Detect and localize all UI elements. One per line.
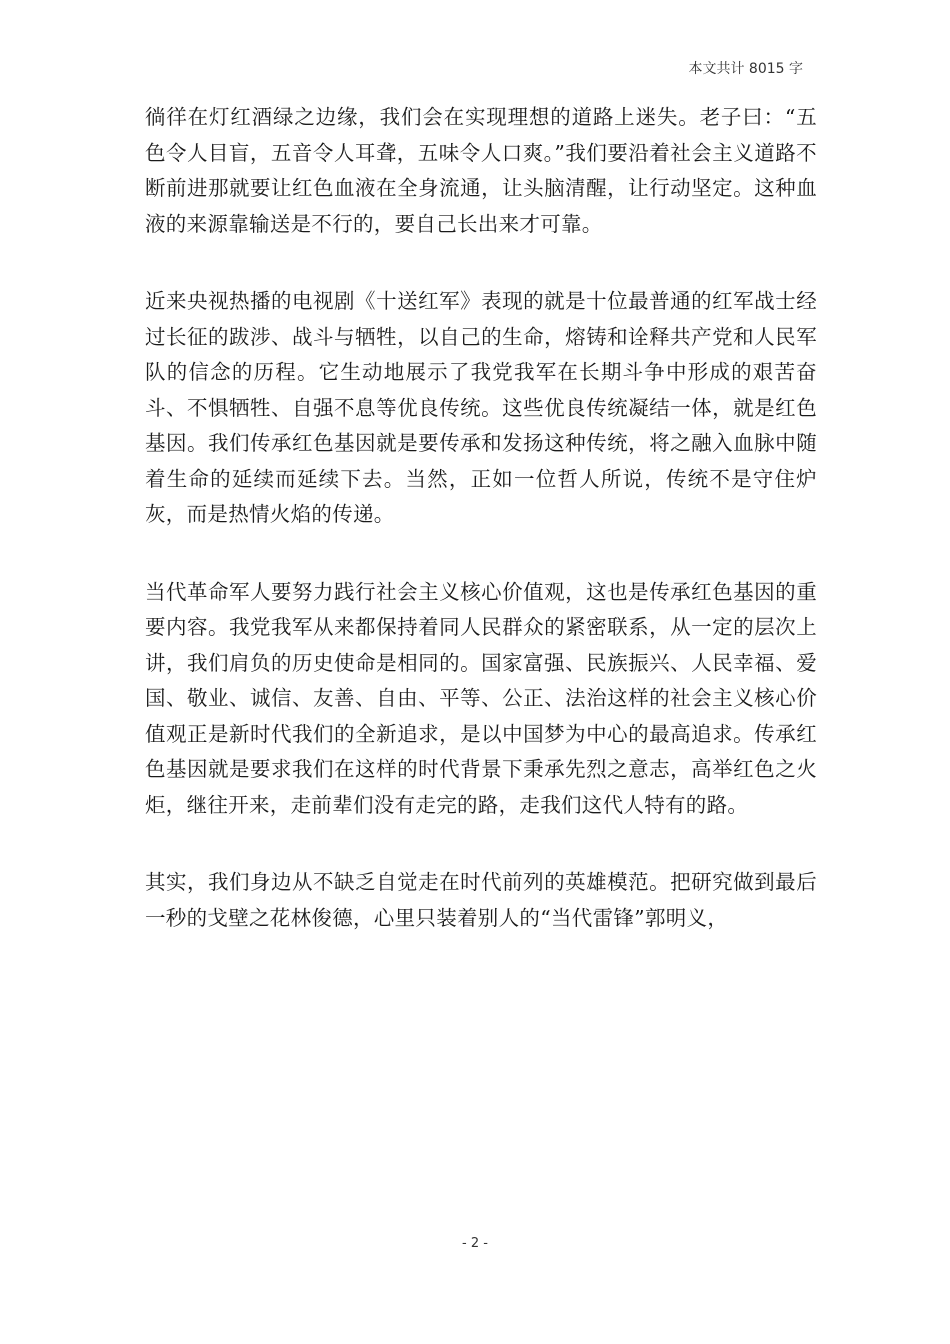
word-count-note: 本文共计 8015 字 <box>688 61 803 77</box>
document-body <box>145 100 817 978</box>
page-number: - 2 - <box>462 1236 488 1251</box>
paragraph-2: 近来央视热播的电视剧《十送红军》表现的就是十位最普通的红军战士经过长征的跋涉、战斗与牺牲，以自己的生命，熔铸和诠释共产党和人民军队的信念的历程。它生动地展示了我党我军在长期斗争中形成的艰苦奋斗、不惧牺牲、自强不息等优良传统。这些优良传统凝结一体，就是红色基因。我们传承红色基因就是要传承和发扬这种传统，将之融入血脉中随着生命的延续而延续下去。当然，正如一位哲人所说，传统不是守住炉灰，而是热情火焰的传递。 <box>145 289 817 526</box>
paragraph-3: 当代革命军人要努力践行社会主义核心价值观，这也是传承红色基因的重要内容。我党我军从来都保持着同人民群众的紧密联系，从一定的层次上讲，我们肩负的历史使命是相同的。国家富强、民族振兴、人民幸福、爱国、敬业、诚信、友善、自由、平等、公正、法治这样的社会主义核心价值观正是新时代我们的全新追求，是以中国梦为中心的最高追求。传承红色基因就是要求我们在这样的时代背景下秉承先烈之意志，高举红色之火炬，继往开来，走前辈们没有走完的路，走我们这代人特有的路。 <box>145 579 817 817</box>
paragraph-1: 徜徉在灯红酒绿之边缘，我们会在实现理想的道路上迷失。老子曰：“五色令人目盲，五音令人耳聋，五味令人口爽。”我们要沿着社会主义道路不断前进那就要让红色血液在全身流通，让头脑清醒，让行动坚定。这种血液的来源靠输送是不行的，要自己长出来才可靠。 <box>145 105 817 236</box>
paragraph-4: 其实，我们身边从不缺乏自觉走在时代前列的英雄模范。把研究做到最后一秒的戈壁之花林俊德，心里只装着别人的“当代雷锋”郭明义， <box>145 870 817 930</box>
